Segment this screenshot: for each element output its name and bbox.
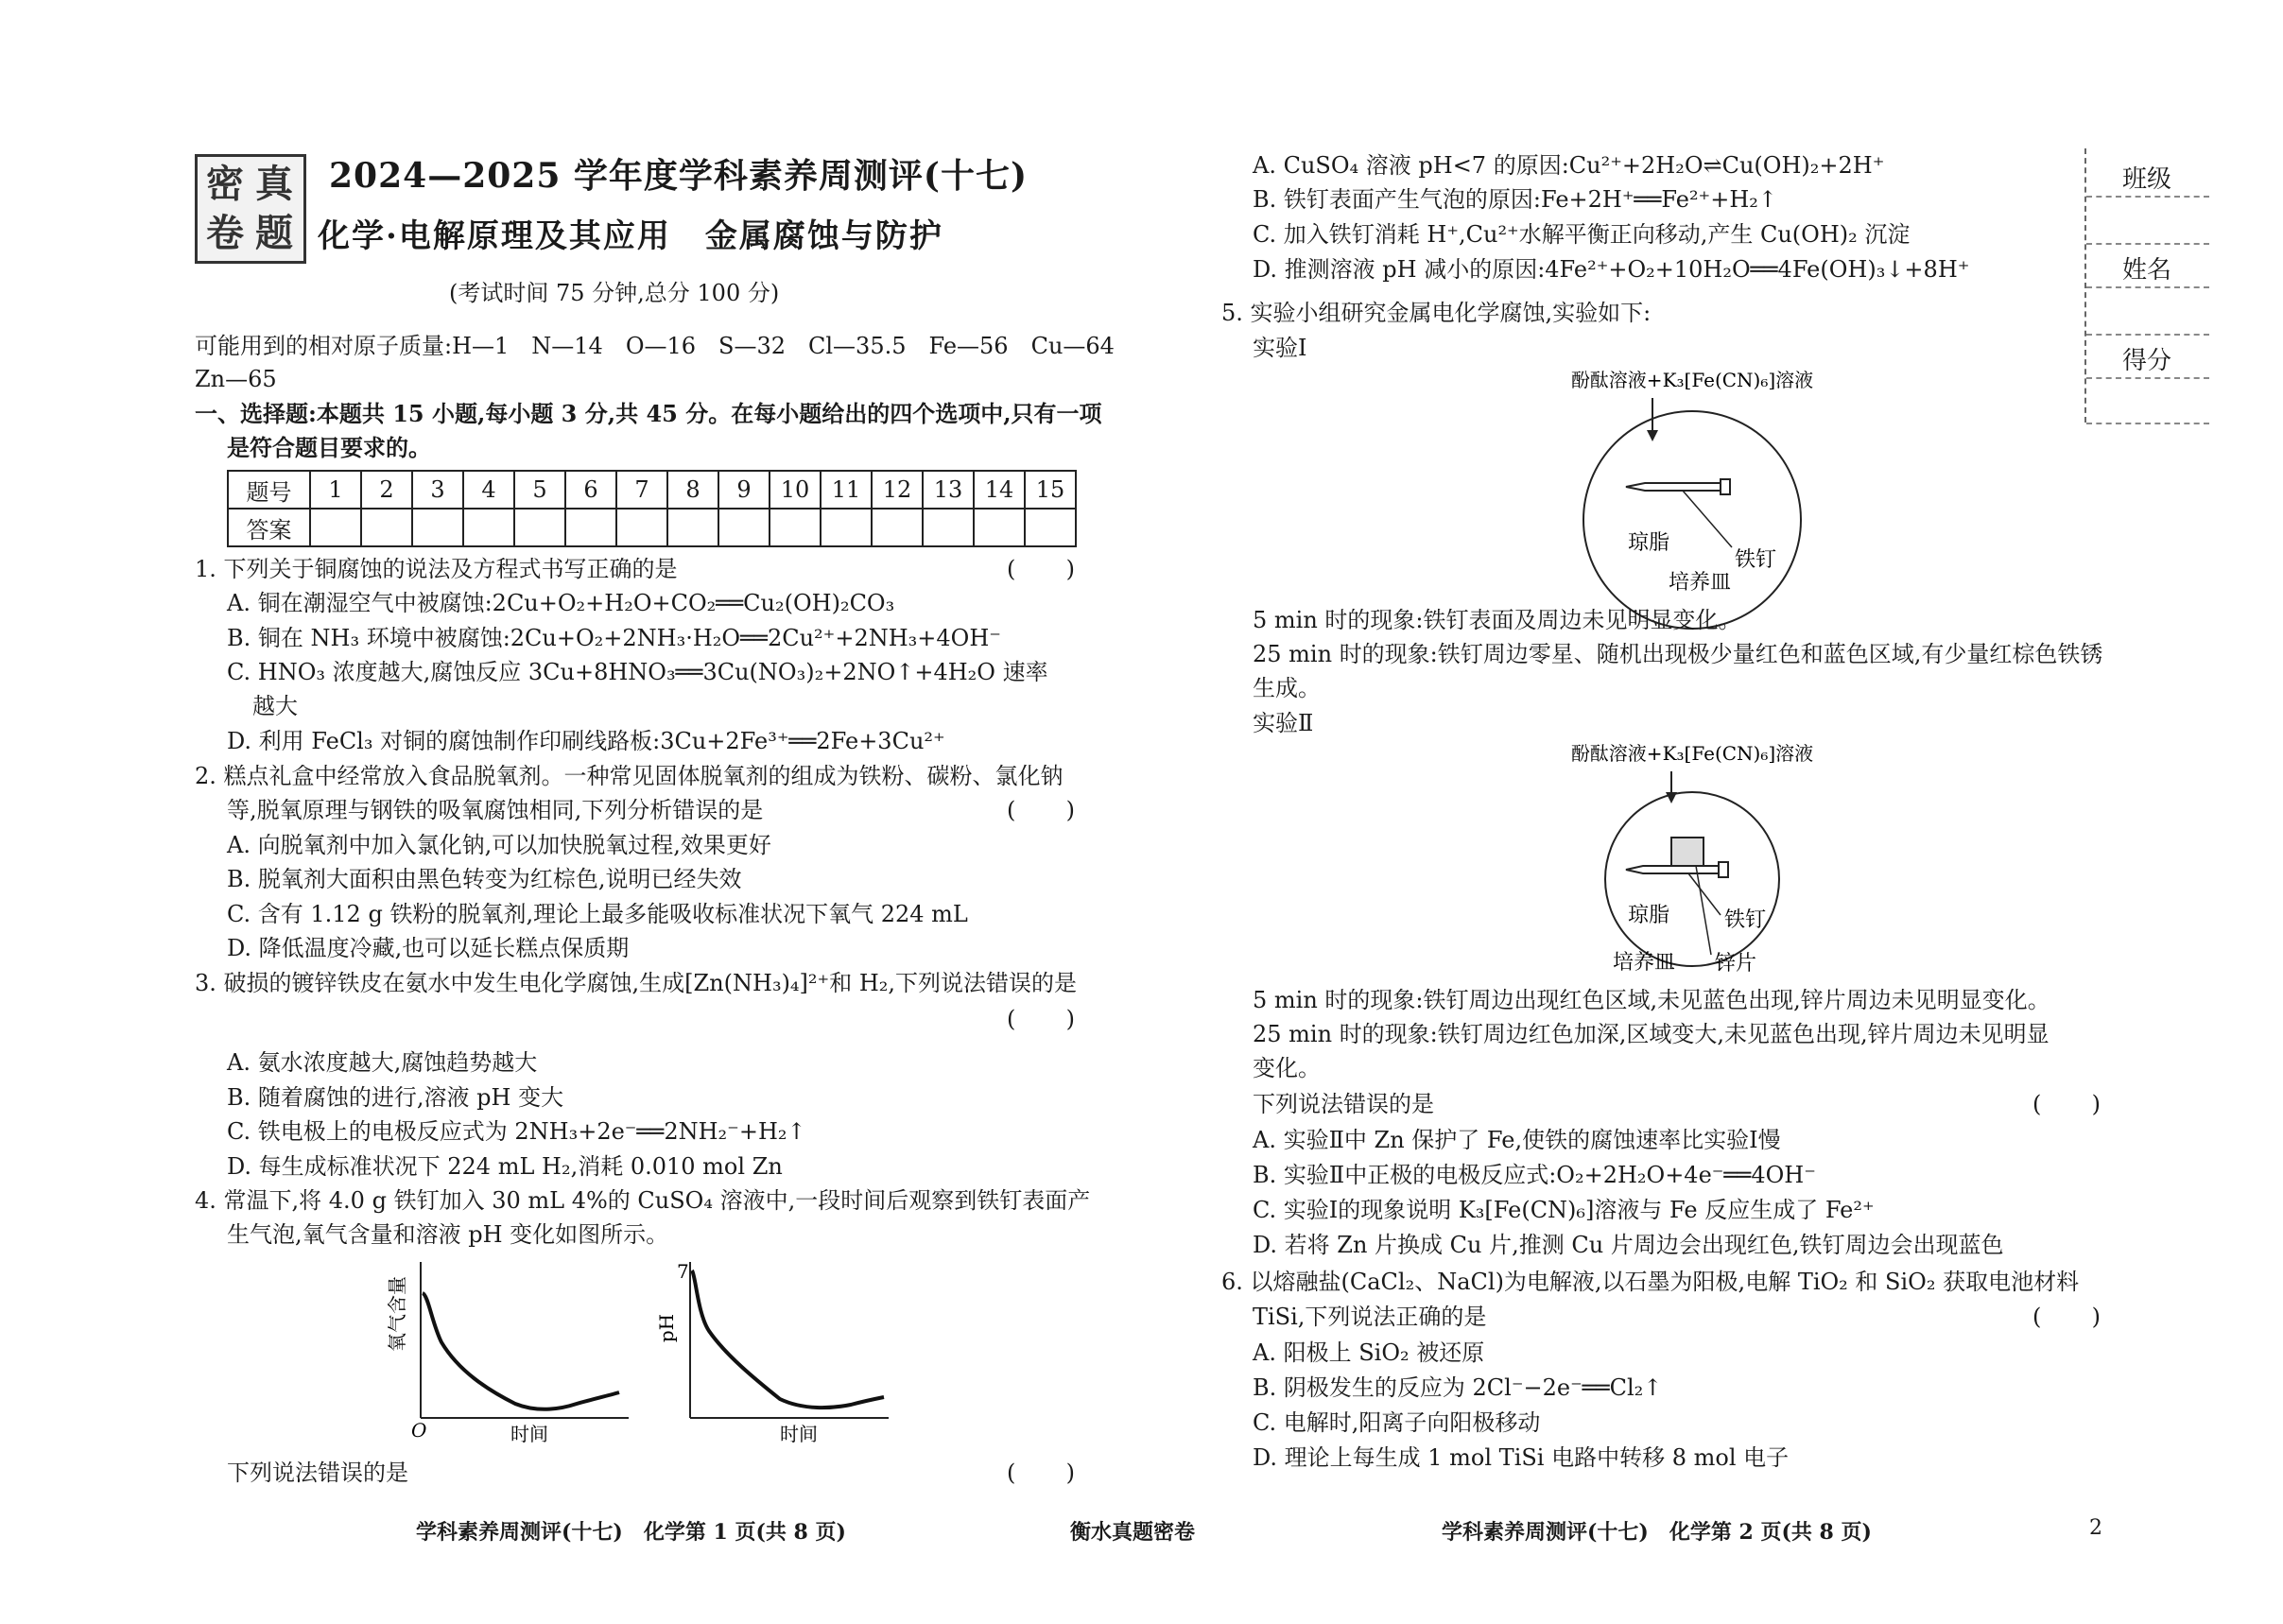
question-2-option-a: A. 向脱氧剂中加入氯化钠,可以加快脱氧过程,效果更好 bbox=[227, 832, 771, 858]
chart-origin: O bbox=[411, 1419, 427, 1442]
table-header-cell: 题号 bbox=[228, 471, 310, 509]
question-number-cell: 10 bbox=[770, 471, 821, 509]
answer-cell[interactable] bbox=[872, 509, 923, 546]
answer-bracket[interactable]: ( ) bbox=[1007, 556, 1075, 582]
question-6-option-d: D. 理论上每生成 1 mol TiSi 电路中转移 8 mol 电子 bbox=[1253, 1444, 1790, 1471]
question-6-option-c: C. 电解时,阳离子向阳极移动 bbox=[1253, 1409, 1541, 1436]
atomic-masses: 可能用到的相对原子质量:H—1 N—14 O—16 S—32 Cl—35.5 Fe—56 Cu—64 bbox=[195, 333, 1115, 359]
answer-bracket[interactable]: ( ) bbox=[2032, 1091, 2101, 1117]
answer-table bbox=[227, 470, 1077, 547]
experiment-1-diagram bbox=[1522, 364, 1862, 638]
logo-char: 密 bbox=[206, 162, 244, 206]
logo-char: 卷 bbox=[206, 211, 244, 255]
question-number-cell: 4 bbox=[463, 471, 514, 509]
question-number-cell: 1 bbox=[310, 471, 361, 509]
question-1-stem: 1. 下列关于铜腐蚀的说法及方程式书写正确的是 bbox=[195, 556, 678, 582]
question-number-cell: 6 bbox=[565, 471, 616, 509]
name-label: 姓名 bbox=[2122, 256, 2172, 285]
experiment-2-diagram bbox=[1522, 737, 1862, 983]
answer-cell[interactable] bbox=[514, 509, 565, 546]
nail-label: 铁钉 bbox=[1724, 908, 1767, 932]
question-number-cell: 2 bbox=[361, 471, 412, 509]
student-info-box bbox=[2084, 148, 2209, 423]
exp1-observation-5min: 5 min 时的现象:铁钉表面及周边未见明显变化。 bbox=[1253, 607, 1741, 633]
exp2-observation-25min: 25 min 时的现象:铁钉周边红色加深,区域变大,未见蓝色出现,锌片周边未见明显 bbox=[1253, 1021, 2050, 1047]
question-number-cell: 11 bbox=[821, 471, 872, 509]
question-4-option-a: A. CuSO₄ 溶液 pH<7 的原因:Cu²⁺+2H₂O⇌Cu(OH)₂+2H⁺ bbox=[1253, 152, 1885, 179]
atomic-masses-cont: Zn—65 bbox=[195, 366, 277, 392]
table-header-cell: 答案 bbox=[228, 509, 310, 546]
question-3-option-d: D. 每生成标准状况下 224 mL H₂,消耗 0.010 mol Zn bbox=[227, 1153, 783, 1180]
answer-cell[interactable] bbox=[821, 509, 872, 546]
footer-right: 学科素养周测评(十七) 化学第 2 页(共 8 页) bbox=[1442, 1520, 1872, 1545]
answer-cell[interactable] bbox=[361, 509, 412, 546]
iron-nail bbox=[1626, 866, 1719, 873]
zinc-pointer bbox=[1696, 866, 1711, 955]
nail-head bbox=[1719, 862, 1728, 877]
question-6-option-b: B. 阴极发生的反应为 2Cl⁻−2e⁻══Cl₂↑ bbox=[1253, 1374, 1663, 1401]
ph-chart bbox=[652, 1257, 908, 1446]
footer-center: 衡水真题密卷 bbox=[1070, 1520, 1196, 1545]
question-5-option-d: D. 若将 Zn 片换成 Cu 片,推测 Cu 片周边会出现红色,铁钉周边会出现蓝色 bbox=[1253, 1232, 2004, 1258]
answer-cell[interactable] bbox=[718, 509, 770, 546]
score-label: 得分 bbox=[2122, 347, 2172, 375]
experiment-2-label: 实验Ⅱ bbox=[1253, 710, 1314, 736]
answer-cell[interactable] bbox=[974, 509, 1025, 546]
agar-label: 琼脂 bbox=[1628, 531, 1670, 555]
exp1-observation-25min: 25 min 时的现象:铁钉周边零星、随机出现极少量红色和蓝色区域,有少量红棕色铁锈 bbox=[1253, 641, 2103, 667]
question-number-cell: 3 bbox=[412, 471, 463, 509]
question-3-stem: 3. 破损的镀锌铁皮在氨水中发生电化学腐蚀,生成[Zn(NH₃)₄]²⁺和 H₂,下列说法错误的是 bbox=[195, 970, 1078, 996]
question-1-option-c-cont: 越大 bbox=[252, 693, 298, 719]
question-2-option-c: C. 含有 1.12 g 铁粉的脱氧剂,理论上最多能吸收标准状况下氧气 224 mL bbox=[227, 901, 968, 927]
agar-label: 琼脂 bbox=[1628, 904, 1670, 927]
question-2-stem: 2. 糕点礼盒中经常放入食品脱氧剂。一种常见固体脱氧剂的组成为铁粉、碳粉、氯化钠 bbox=[195, 763, 1064, 789]
question-5-option-b: B. 实验Ⅱ中正极的电极反应式:O₂+2H₂O+4e⁻══4OH⁻ bbox=[1253, 1162, 1816, 1188]
dish-label: 培养皿 bbox=[1613, 951, 1676, 975]
question-2-stem-cont: 等,脱氧原理与钢铁的吸氧腐蚀相同,下列分析错误的是 bbox=[227, 797, 764, 823]
question-number-cell: 9 bbox=[718, 471, 770, 509]
chart-xlabel: 时间 bbox=[510, 1423, 548, 1445]
question-number-row bbox=[228, 471, 1076, 509]
question-4-option-d: D. 推测溶液 pH 减小的原因:4Fe²⁺+O₂+10H₂O══4Fe(OH)₃↓+8H⁺ bbox=[1253, 256, 1970, 283]
answer-cell[interactable] bbox=[412, 509, 463, 546]
question-2-option-d: D. 降低温度冷藏,也可以延长糕点保质期 bbox=[227, 935, 630, 961]
answer-bracket[interactable]: ( ) bbox=[1007, 797, 1075, 823]
question-2-option-b: B. 脱氧剂大面积由黑色转变为红棕色,说明已经失效 bbox=[227, 866, 742, 892]
question-4-option-c: C. 加入铁钉消耗 H⁺,Cu²⁺水解平衡正向移动,产生 Cu(OH)₂ 沉淀 bbox=[1253, 221, 1911, 248]
question-6-option-a: A. 阳极上 SiO₂ 被还原 bbox=[1253, 1339, 1485, 1366]
question-number-cell: 7 bbox=[616, 471, 667, 509]
answer-cell[interactable] bbox=[565, 509, 616, 546]
question-1-option-d: D. 利用 FeCl₃ 对铜的腐蚀制作印刷线路板:3Cu+2Fe³⁺══2Fe+3Cu²⁺ bbox=[227, 728, 945, 754]
question-3-option-b: B. 随着腐蚀的进行,溶液 pH 变大 bbox=[227, 1084, 564, 1111]
question-1-option-a: A. 铜在潮湿空气中被腐蚀:2Cu+O₂+H₂O+CO₂══Cu₂(OH)₂CO₃ bbox=[227, 590, 895, 616]
nail-pointer bbox=[1688, 873, 1721, 915]
section-heading-cont: 是符合题目要求的。 bbox=[227, 434, 431, 461]
question-4-stem: 4. 常温下,将 4.0 g 铁钉加入 30 mL 4%的 CuSO₄ 溶液中,一段时间后观察到铁钉表面产 bbox=[195, 1187, 1091, 1214]
brand-logo bbox=[195, 154, 306, 264]
answer-cell[interactable] bbox=[923, 509, 974, 546]
divider bbox=[2086, 243, 2209, 245]
oxygen-content-chart bbox=[383, 1257, 638, 1446]
question-4-stem-cont: 生气泡,氧气含量和溶液 pH 变化如图所示。 bbox=[227, 1221, 669, 1248]
ph-curve bbox=[692, 1270, 884, 1408]
section-heading: 一、选择题:本题共 15 小题,每小题 3 分,共 45 分。在每小题给出的四个选项中,只有一项 bbox=[195, 400, 1102, 427]
answer-cell[interactable] bbox=[616, 509, 667, 546]
logo-char: 真 bbox=[255, 162, 293, 206]
chart-ylabel: 氧气含量 bbox=[386, 1276, 408, 1352]
nail-head bbox=[1721, 479, 1730, 494]
exp2-observation-5min: 5 min 时的现象:铁钉周边出现红色区域,未见蓝色出现,锌片周边未见明显变化。 bbox=[1253, 987, 2050, 1013]
experiment-1-label: 实验Ⅰ bbox=[1253, 335, 1307, 361]
answer-bracket[interactable]: ( ) bbox=[1007, 1006, 1075, 1032]
dish-label: 培养皿 bbox=[1669, 571, 1732, 595]
question-1-option-b: B. 铜在 NH₃ 环境中被腐蚀:2Cu+O₂+2NH₃·H₂O══2Cu²⁺+2NH₃+4OH⁻ bbox=[227, 625, 1001, 651]
divider bbox=[2086, 334, 2209, 336]
reagent-label: 酚酞溶液+K₃[Fe(CN)₆]溶液 bbox=[1570, 742, 1814, 765]
nail-pointer bbox=[1683, 491, 1732, 547]
page-number: 2 bbox=[2089, 1516, 2102, 1540]
score-field[interactable] bbox=[2086, 377, 2209, 379]
divider bbox=[2086, 423, 2209, 424]
class-label: 班级 bbox=[2122, 165, 2172, 194]
exp2-observation-25min-cont: 变化。 bbox=[1253, 1055, 1321, 1081]
name-field[interactable] bbox=[2086, 286, 2209, 288]
nail-label: 铁钉 bbox=[1735, 548, 1777, 572]
question-number-cell: 8 bbox=[667, 471, 718, 509]
question-6-stem: 6. 以熔融盐(CaCl₂、NaCl)为电解液,以石墨为阳极,电解 TiO₂ 和 SiO₂ 获取电池材料 bbox=[1221, 1269, 2080, 1295]
footer-left: 学科素养周测评(十七) 化学第 1 页(共 8 页) bbox=[416, 1520, 846, 1545]
chart-xlabel: 时间 bbox=[780, 1423, 818, 1445]
chart-ytick: 7 bbox=[677, 1260, 689, 1283]
reagent-label: 酚酞溶液+K₃[Fe(CN)₆]溶液 bbox=[1570, 369, 1814, 391]
question-4-option-b: B. 铁钉表面产生气泡的原因:Fe+2H⁺══Fe²⁺+H₂↑ bbox=[1253, 186, 1777, 213]
answer-cell[interactable] bbox=[310, 509, 361, 546]
question-5-ask: 下列说法错误的是 bbox=[1253, 1091, 1434, 1117]
answer-cell[interactable] bbox=[667, 509, 718, 546]
question-4-ask: 下列说法错误的是 bbox=[227, 1460, 408, 1486]
answer-cell[interactable] bbox=[1025, 509, 1076, 546]
class-field[interactable] bbox=[2086, 196, 2209, 198]
arrow-head-icon bbox=[1647, 430, 1658, 441]
question-3-option-a: A. 氨水浓度越大,腐蚀趋势越大 bbox=[227, 1049, 538, 1076]
page-title: 2024—2025 学年度学科素养周测评(十七) bbox=[329, 156, 1028, 196]
chart-ylabel: pH bbox=[655, 1313, 678, 1343]
zinc-label: 锌片 bbox=[1715, 952, 1757, 976]
page-subtitle: 化学·电解原理及其应用 金属腐蚀与防护 bbox=[318, 217, 943, 255]
question-number-cell: 15 bbox=[1025, 471, 1076, 509]
answer-row bbox=[228, 509, 1076, 546]
question-number-cell: 5 bbox=[514, 471, 565, 509]
question-number-cell: 12 bbox=[872, 471, 923, 509]
zinc-plate bbox=[1671, 838, 1704, 866]
question-5-stem: 5. 实验小组研究金属电化学腐蚀,实验如下: bbox=[1221, 300, 1652, 326]
answer-cell[interactable] bbox=[770, 509, 821, 546]
question-1-option-c: C. HNO₃ 浓度越大,腐蚀反应 3Cu+8HNO₃══3Cu(NO₃)₂+2NO↑+4H₂O 速率 bbox=[227, 659, 1048, 685]
iron-nail bbox=[1626, 483, 1721, 491]
oxygen-curve bbox=[423, 1293, 619, 1409]
petri-dish bbox=[1583, 411, 1801, 629]
answer-bracket[interactable]: ( ) bbox=[1007, 1460, 1075, 1486]
exp1-observation-25min-cont: 生成。 bbox=[1253, 675, 1321, 701]
question-5-option-a: A. 实验Ⅱ中 Zn 保护了 Fe,使铁的腐蚀速率比实验Ⅰ慢 bbox=[1253, 1127, 1781, 1153]
question-number-cell: 13 bbox=[923, 471, 974, 509]
answer-bracket[interactable]: ( ) bbox=[2032, 1304, 2101, 1330]
answer-cell[interactable] bbox=[463, 509, 514, 546]
logo-char: 题 bbox=[255, 211, 293, 255]
question-number-cell: 14 bbox=[974, 471, 1025, 509]
question-3-option-c: C. 铁电极上的电极反应式为 2NH₃+2e⁻══2NH₂⁻+H₂↑ bbox=[227, 1118, 806, 1145]
question-6-stem-cont: TiSi,下列说法正确的是 bbox=[1253, 1304, 1487, 1330]
exam-info: (考试时间 75 分钟,总分 100 分) bbox=[449, 280, 780, 306]
question-5-option-c: C. 实验Ⅰ的现象说明 K₃[Fe(CN)₆]溶液与 Fe 反应生成了 Fe²⁺ bbox=[1253, 1197, 1875, 1223]
